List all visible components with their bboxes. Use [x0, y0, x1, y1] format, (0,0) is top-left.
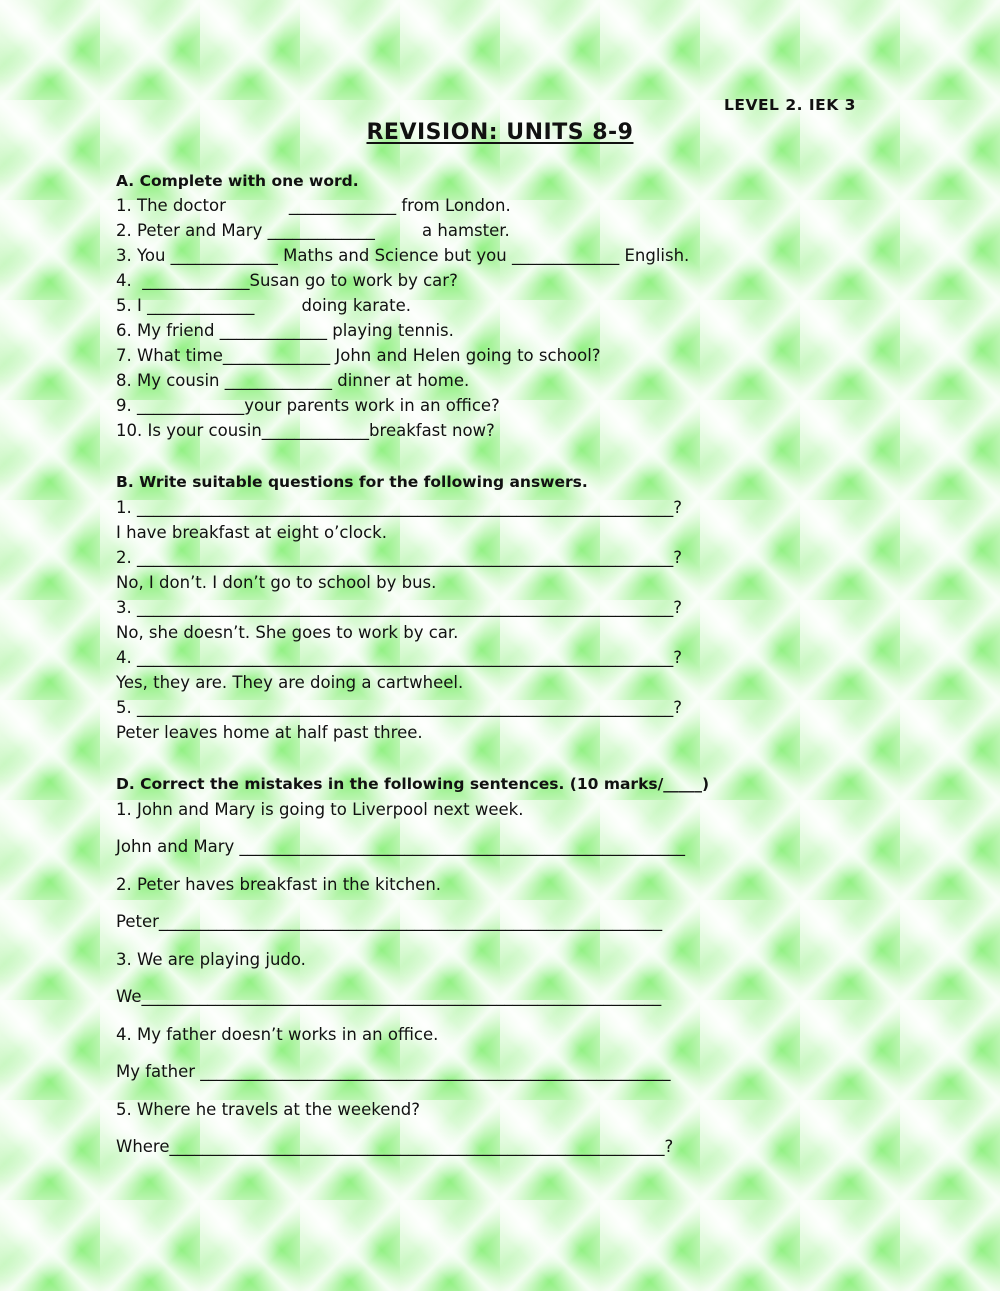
section-a-item: 8. My cousin _____________ dinner at home.: [116, 371, 470, 390]
section-a-item: 7. What time_____________ John and Helen going to school?: [116, 346, 601, 365]
answer-text: No, she doesn’t. She goes to work by car.: [116, 623, 459, 642]
section-a-heading: A. Complete with one word.: [116, 172, 359, 190]
section-a-item: 3. You _____________ Maths and Science but you _____________ English.: [116, 246, 690, 265]
page-title: REVISION: UNITS 8-9: [366, 120, 634, 145]
section-a-item: 6. My friend _____________ playing tennis.: [116, 321, 454, 340]
section-a-item: 2. Peter and Mary _____________ a hamster.: [116, 221, 510, 240]
answer-text: I have breakfast at eight o’clock.: [116, 523, 387, 542]
correction-line: My father _________________________________________________________: [116, 1062, 671, 1081]
answer-text: Yes, they are. They are doing a cartwheel.: [116, 673, 464, 692]
question-line: 3. _________________________________________________________________?: [116, 598, 682, 617]
question-line: 5. _________________________________________________________________?: [116, 698, 682, 717]
section-a-item: 4. _____________Susan go to work by car?: [116, 271, 458, 290]
section-d-heading: D. Correct the mistakes in the following sentences. (10 marks/_____): [116, 775, 710, 793]
section-a-item: 10. Is your cousin_____________breakfast now?: [116, 421, 495, 440]
question-line: 2. _________________________________________________________________?: [116, 548, 682, 567]
mistake-sentence: 4. My father doesn’t works in an office.: [116, 1025, 439, 1044]
correction-line: We_______________________________________________________________: [116, 987, 662, 1006]
section-a-item: 9. _____________your parents work in an office?: [116, 396, 500, 415]
mistake-sentence: 1. John and Mary is going to Liverpool next week.: [116, 800, 524, 819]
level-label: LEVEL 2. IEK 3: [724, 96, 856, 114]
question-line: 4. _________________________________________________________________?: [116, 648, 682, 667]
mistake-sentence: 2. Peter haves breakfast in the kitchen.: [116, 875, 442, 894]
correction-line: Peter_____________________________________________________________: [116, 912, 663, 931]
question-line: 1. _________________________________________________________________?: [116, 498, 682, 517]
correction-line: Where____________________________________________________________?: [116, 1137, 674, 1156]
answer-text: No, I don’t. I don’t go to school by bus.: [116, 573, 437, 592]
section-b-heading: B. Write suitable questions for the following answers.: [116, 473, 588, 491]
section-a-item: 5. I _____________ doing karate.: [116, 296, 412, 315]
section-a-item: 1. The doctor _____________ from London.: [116, 196, 511, 215]
correction-line: John and Mary ______________________________________________________: [116, 837, 686, 856]
mistake-sentence: 3. We are playing judo.: [116, 950, 306, 969]
answer-text: Peter leaves home at half past three.: [116, 723, 423, 742]
mistake-sentence: 5. Where he travels at the weekend?: [116, 1100, 421, 1119]
